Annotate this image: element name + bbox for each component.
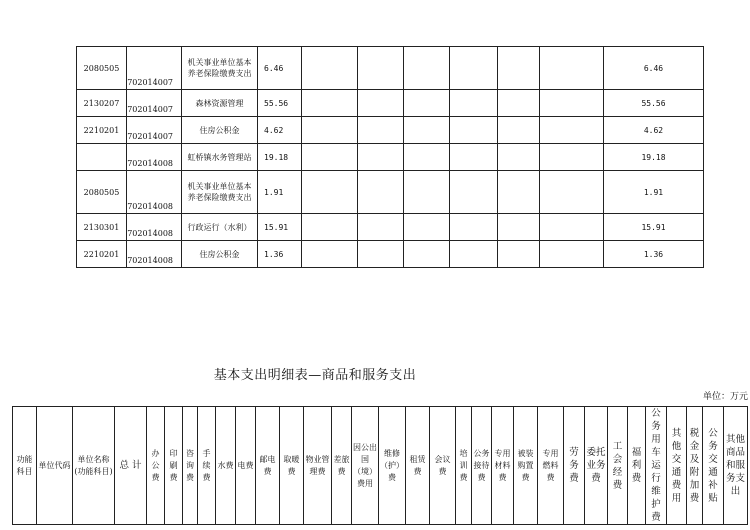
unit-code-cell: 702014008 [127,241,182,268]
empty-cell [450,117,498,144]
table-row [77,90,704,117]
unit-name-cell: 虹桥镇水务管理站 [182,144,258,171]
total-cell: 15.91 [258,214,302,241]
last-value-cell: 55.56 [604,90,704,117]
header-table [12,406,748,525]
func-code-cell: 2080505 [77,171,127,214]
column-header: 其他商品和服务支出 [724,407,748,525]
last-value-cell: 19.18 [604,144,704,171]
column-header: 办公费 [147,407,165,525]
empty-cell [358,241,404,268]
column-header: 印刷费 [165,407,183,525]
empty-cell [498,214,540,241]
column-header: 电费 [236,407,256,525]
empty-cell [404,241,450,268]
unit-code-cell: 702014008 [127,144,182,171]
unit-code-cell: 702014007 [127,47,182,90]
empty-cell [450,241,498,268]
column-header: 其他交通费用 [667,407,687,525]
column-header: 福利费 [628,407,646,525]
empty-cell [498,171,540,214]
column-header: 专用材料费 [492,407,514,525]
unit-code-cell: 702014008 [127,171,182,214]
empty-cell [302,90,358,117]
column-header: 总 计 [115,407,147,525]
unit-name-cell: 住房公积金 [182,241,258,268]
empty-cell [302,171,358,214]
column-header: 维修（护）费 [379,407,406,525]
column-header: 物业管理费 [304,407,332,525]
empty-cell [302,241,358,268]
func-code-cell: 2210201 [77,241,127,268]
column-header: 功能科目 [13,407,37,525]
last-value-cell: 1.91 [604,171,704,214]
unit-name-cell: 住房公积金 [182,117,258,144]
empty-cell [450,144,498,171]
func-code-cell: 2130301 [77,214,127,241]
last-value-cell: 1.36 [604,241,704,268]
empty-cell [450,90,498,117]
empty-cell [404,47,450,90]
empty-cell [358,117,404,144]
empty-cell [540,171,604,214]
empty-cell [302,214,358,241]
column-header: 被装购置费 [514,407,538,525]
column-header: 培训费 [456,407,472,525]
column-header: 单位代码 [37,407,73,525]
column-header: 邮电费 [256,407,280,525]
empty-cell [498,144,540,171]
last-value-cell: 4.62 [604,117,704,144]
column-header: 税金及附加费 [687,407,703,525]
unit-name-cell: 机关事业单位基本养老保险缴费支出 [182,47,258,90]
empty-cell [450,47,498,90]
column-header: 公务交通补贴 [703,407,724,525]
table-row [77,214,704,241]
func-code-cell: 2080505 [77,47,127,90]
func-code-cell: 2210201 [77,117,127,144]
column-header: 因公出国（境）费用 [352,407,379,525]
table-row [77,241,704,268]
empty-cell [498,117,540,144]
last-value-cell: 15.91 [604,214,704,241]
unit-name-cell: 森林资源管理 [182,90,258,117]
table-row [77,117,704,144]
column-header: 公务用车运行维护费 [646,407,667,525]
column-header: 专用燃料费 [538,407,564,525]
unit-name-cell: 行政运行（水利） [182,214,258,241]
empty-cell [358,90,404,117]
func-code-cell [77,144,127,171]
column-header: 公务接待费 [472,407,492,525]
column-header: 水费 [216,407,236,525]
empty-cell [450,214,498,241]
unit-code-cell: 702014007 [127,117,182,144]
empty-cell [498,90,540,117]
empty-cell [540,90,604,117]
total-cell: 4.62 [258,117,302,144]
unit-label: 单位：万元 [702,392,748,402]
unit-code-cell: 702014008 [127,214,182,241]
column-header: 租赁费 [406,407,430,525]
total-cell: 19.18 [258,144,302,171]
empty-cell [302,47,358,90]
column-header: 咨询费 [183,407,198,525]
empty-cell [358,144,404,171]
table-row [77,171,704,214]
empty-cell [540,214,604,241]
empty-cell [498,241,540,268]
empty-cell [358,171,404,214]
empty-cell [540,117,604,144]
column-header: 手续费 [198,407,216,525]
func-code-cell: 2130207 [77,90,127,117]
empty-cell [404,171,450,214]
total-cell: 55.56 [258,90,302,117]
last-value-cell: 6.46 [604,47,704,90]
empty-cell [404,144,450,171]
total-cell: 6.46 [258,47,302,90]
empty-cell [404,90,450,117]
section-title: 基本支出明细表—商品和服务支出 [213,368,417,383]
total-cell: 1.91 [258,171,302,214]
total-cell: 1.36 [258,241,302,268]
empty-cell [404,117,450,144]
unit-name-cell: 机关事业单位基本养老保险缴费支出 [182,171,258,214]
empty-cell [540,47,604,90]
column-header: 差旅费 [332,407,352,525]
empty-cell [540,241,604,268]
empty-cell [358,47,404,90]
empty-cell [302,117,358,144]
table-row [77,144,704,171]
column-header: 委托业务费 [585,407,608,525]
empty-cell [540,144,604,171]
detail-table [76,46,704,268]
column-header: 取暖费 [280,407,304,525]
column-header: 工会经费 [608,407,628,525]
column-header: 会议费 [430,407,456,525]
empty-cell [302,144,358,171]
empty-cell [498,47,540,90]
empty-cell [404,214,450,241]
unit-code-cell: 702014007 [127,90,182,117]
empty-cell [358,214,404,241]
table-row [77,47,704,90]
column-header: 单位名称(功能科目) [73,407,115,525]
empty-cell [450,171,498,214]
column-header: 劳务费 [564,407,585,525]
